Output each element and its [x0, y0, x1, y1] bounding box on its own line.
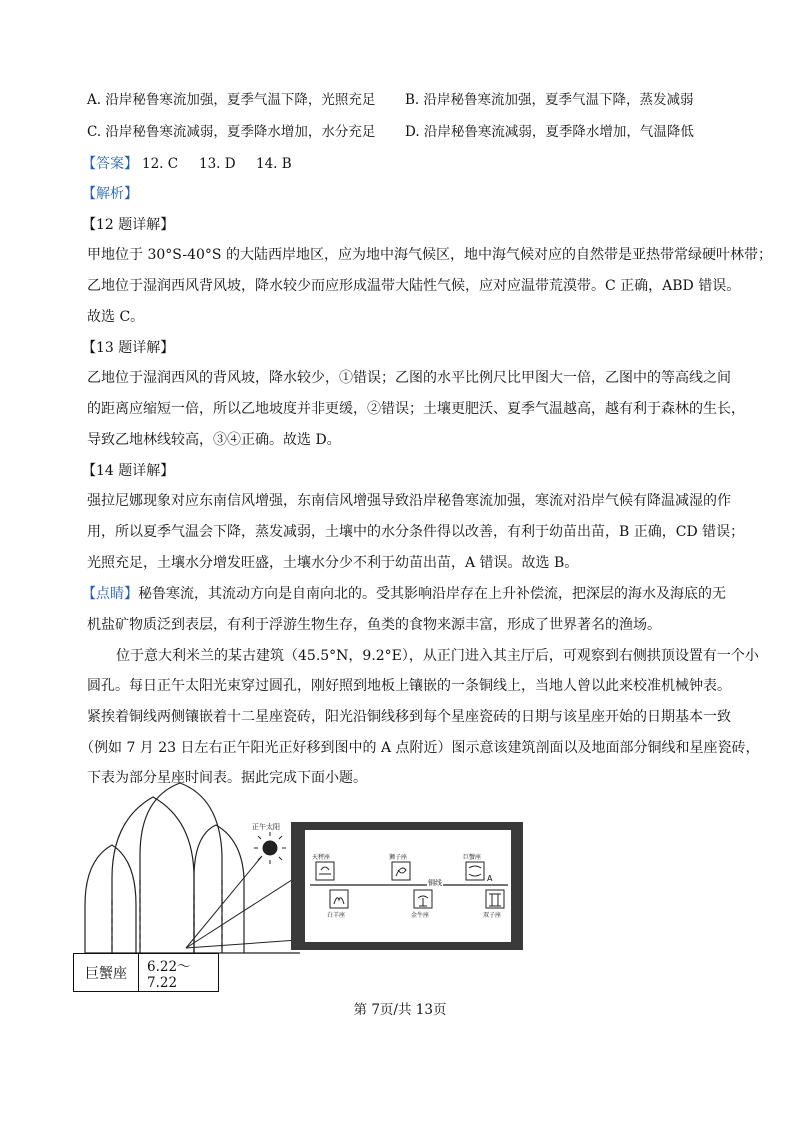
- zodiac-table: [73, 953, 219, 992]
- q14-title: 【14 题详解】: [82, 463, 175, 479]
- option-c: C. 沿岸秘鲁寒流减弱，夏季降水增加，水分充足: [87, 124, 376, 140]
- answer-14: 14. B: [256, 156, 292, 172]
- tile-label-bottom-3: 双子座: [483, 912, 502, 919]
- answer-13: 13. D: [199, 156, 236, 172]
- page-footer: 第 7页/共 13页: [353, 1002, 447, 1018]
- zoom-connector-bottom: [186, 940, 298, 948]
- q14-line-2: 用，所以夏季气温会下降，蒸发减弱，土壤中的水分条件得以改善，有利于幼苗出苗，B 正确，CD 错误；: [87, 524, 745, 540]
- tile-label-bottom-1: 白羊座: [327, 912, 346, 919]
- intro-line-5: 下表为部分星座时间表。据此完成下面小题。: [87, 770, 367, 786]
- option-b: B. 沿岸秘鲁寒流加强，夏季气温下降，蒸发减弱: [405, 92, 694, 108]
- q12-line-2: 乙地位于湿润西风背风坡，降水较少而应形成温带大陆性气候，应对应温带荒漠带。C 正确，ABD 错误。: [87, 278, 741, 294]
- q14-line-3: 光照充足，土壤水分增发旺盛，土壤水分少不利于幼苗出苗，A 错误。故选 B。: [87, 555, 579, 571]
- intro-line-2: 圆孔。每日正午太阳光束穿过圆孔，刚好照到地板上镶嵌的一条铜线上，当地人曾以此来校准机械钟表。: [87, 678, 731, 694]
- tip-line-2: 机盐矿物质泛到表层，有利于浮游生物生存，鱼类的食物来源丰富，形成了世界著名的渔场。: [87, 617, 661, 633]
- zoom-connector-top: [186, 876, 298, 948]
- tip-line-1: 秘鲁寒流，其流动方向是自南向北的。受其影响沿岸存在上升补偿流，把深层的海水及海底的无: [138, 586, 726, 602]
- answer-12: 12. C: [142, 156, 179, 172]
- table-sign-cell: 巨蟹座: [74, 954, 139, 991]
- intro-line-1: 位于意大利米兰的某古建筑（45.5°N，9.2°E），从正门进入其主厅后，可观察到右侧拱顶设置有一个小: [116, 648, 759, 664]
- answer-label: 【答案】: [82, 156, 138, 172]
- q13-line-1: 乙地位于湿润西风的背风坡，降水较少，①错误；乙图的水平比例尺比甲图大一倍，乙图中的等高线之间: [87, 370, 731, 386]
- tile-label-top-3: 巨蟹座: [463, 854, 482, 861]
- analysis-label: 【解析】: [82, 186, 138, 202]
- intro-line-4: （例如 7 月 23 日左右正午阳光正好移到图中的 A 点附近）图示意该建筑剖面以及地面部分铜线和星座瓷砖，: [80, 740, 760, 756]
- tip-label: 【点睛】: [82, 586, 138, 602]
- arched-building: [85, 783, 300, 953]
- copper-line-label: 铜线: [428, 879, 442, 887]
- point-a-label: A: [487, 874, 493, 883]
- tile-label-top-1: 天秤座: [312, 854, 331, 861]
- floor-detail-panel: [305, 830, 511, 942]
- q13-line-3: 导致乙地林线较高，③④正确。故选 D。: [87, 432, 341, 448]
- option-d: D. 沿岸秘鲁寒流减弱，夏季降水增加，气温降低: [405, 124, 694, 140]
- intro-line-3: 紧挨着铜线两侧镶嵌着十二星座瓷砖，阳光沿铜线移到每个星座瓷砖的日期与该星座开始的日期基本一致: [87, 709, 731, 725]
- q13-title: 【13 题详解】: [82, 340, 175, 356]
- q13-line-2: 的距离应缩短一倍，所以乙地坡度并非更缓，②错误；土壤更肥沃、夏季气温越高，越有利于森林的生长，: [87, 401, 745, 417]
- q12-line-3: 故选 C。: [87, 309, 145, 325]
- q14-line-1: 强拉尼娜现象对应东南信风增强，东南信风增强导致沿岸秘鲁寒流加强，寒流对沿岸气候有降温减湿的作: [87, 493, 731, 509]
- option-a: A. 沿岸秘鲁寒流加强，夏季气温下降，光照充足: [87, 92, 376, 108]
- tile-label-top-2: 狮子座: [389, 854, 408, 861]
- table-dates-cell: 6.22～7.22: [147, 958, 191, 991]
- tile-label-bottom-2: 金牛座: [411, 912, 430, 919]
- q12-title: 【12 题详解】: [82, 217, 175, 233]
- sun-label: 正午太阳: [252, 823, 280, 831]
- sun-ray: [186, 856, 262, 948]
- q12-line-1: 甲地位于 30°S-40°S 的大陆西岸地区，应为地中海气候区，地中海气候对应的自然带是亚热带常绿硬叶林带；: [87, 247, 772, 263]
